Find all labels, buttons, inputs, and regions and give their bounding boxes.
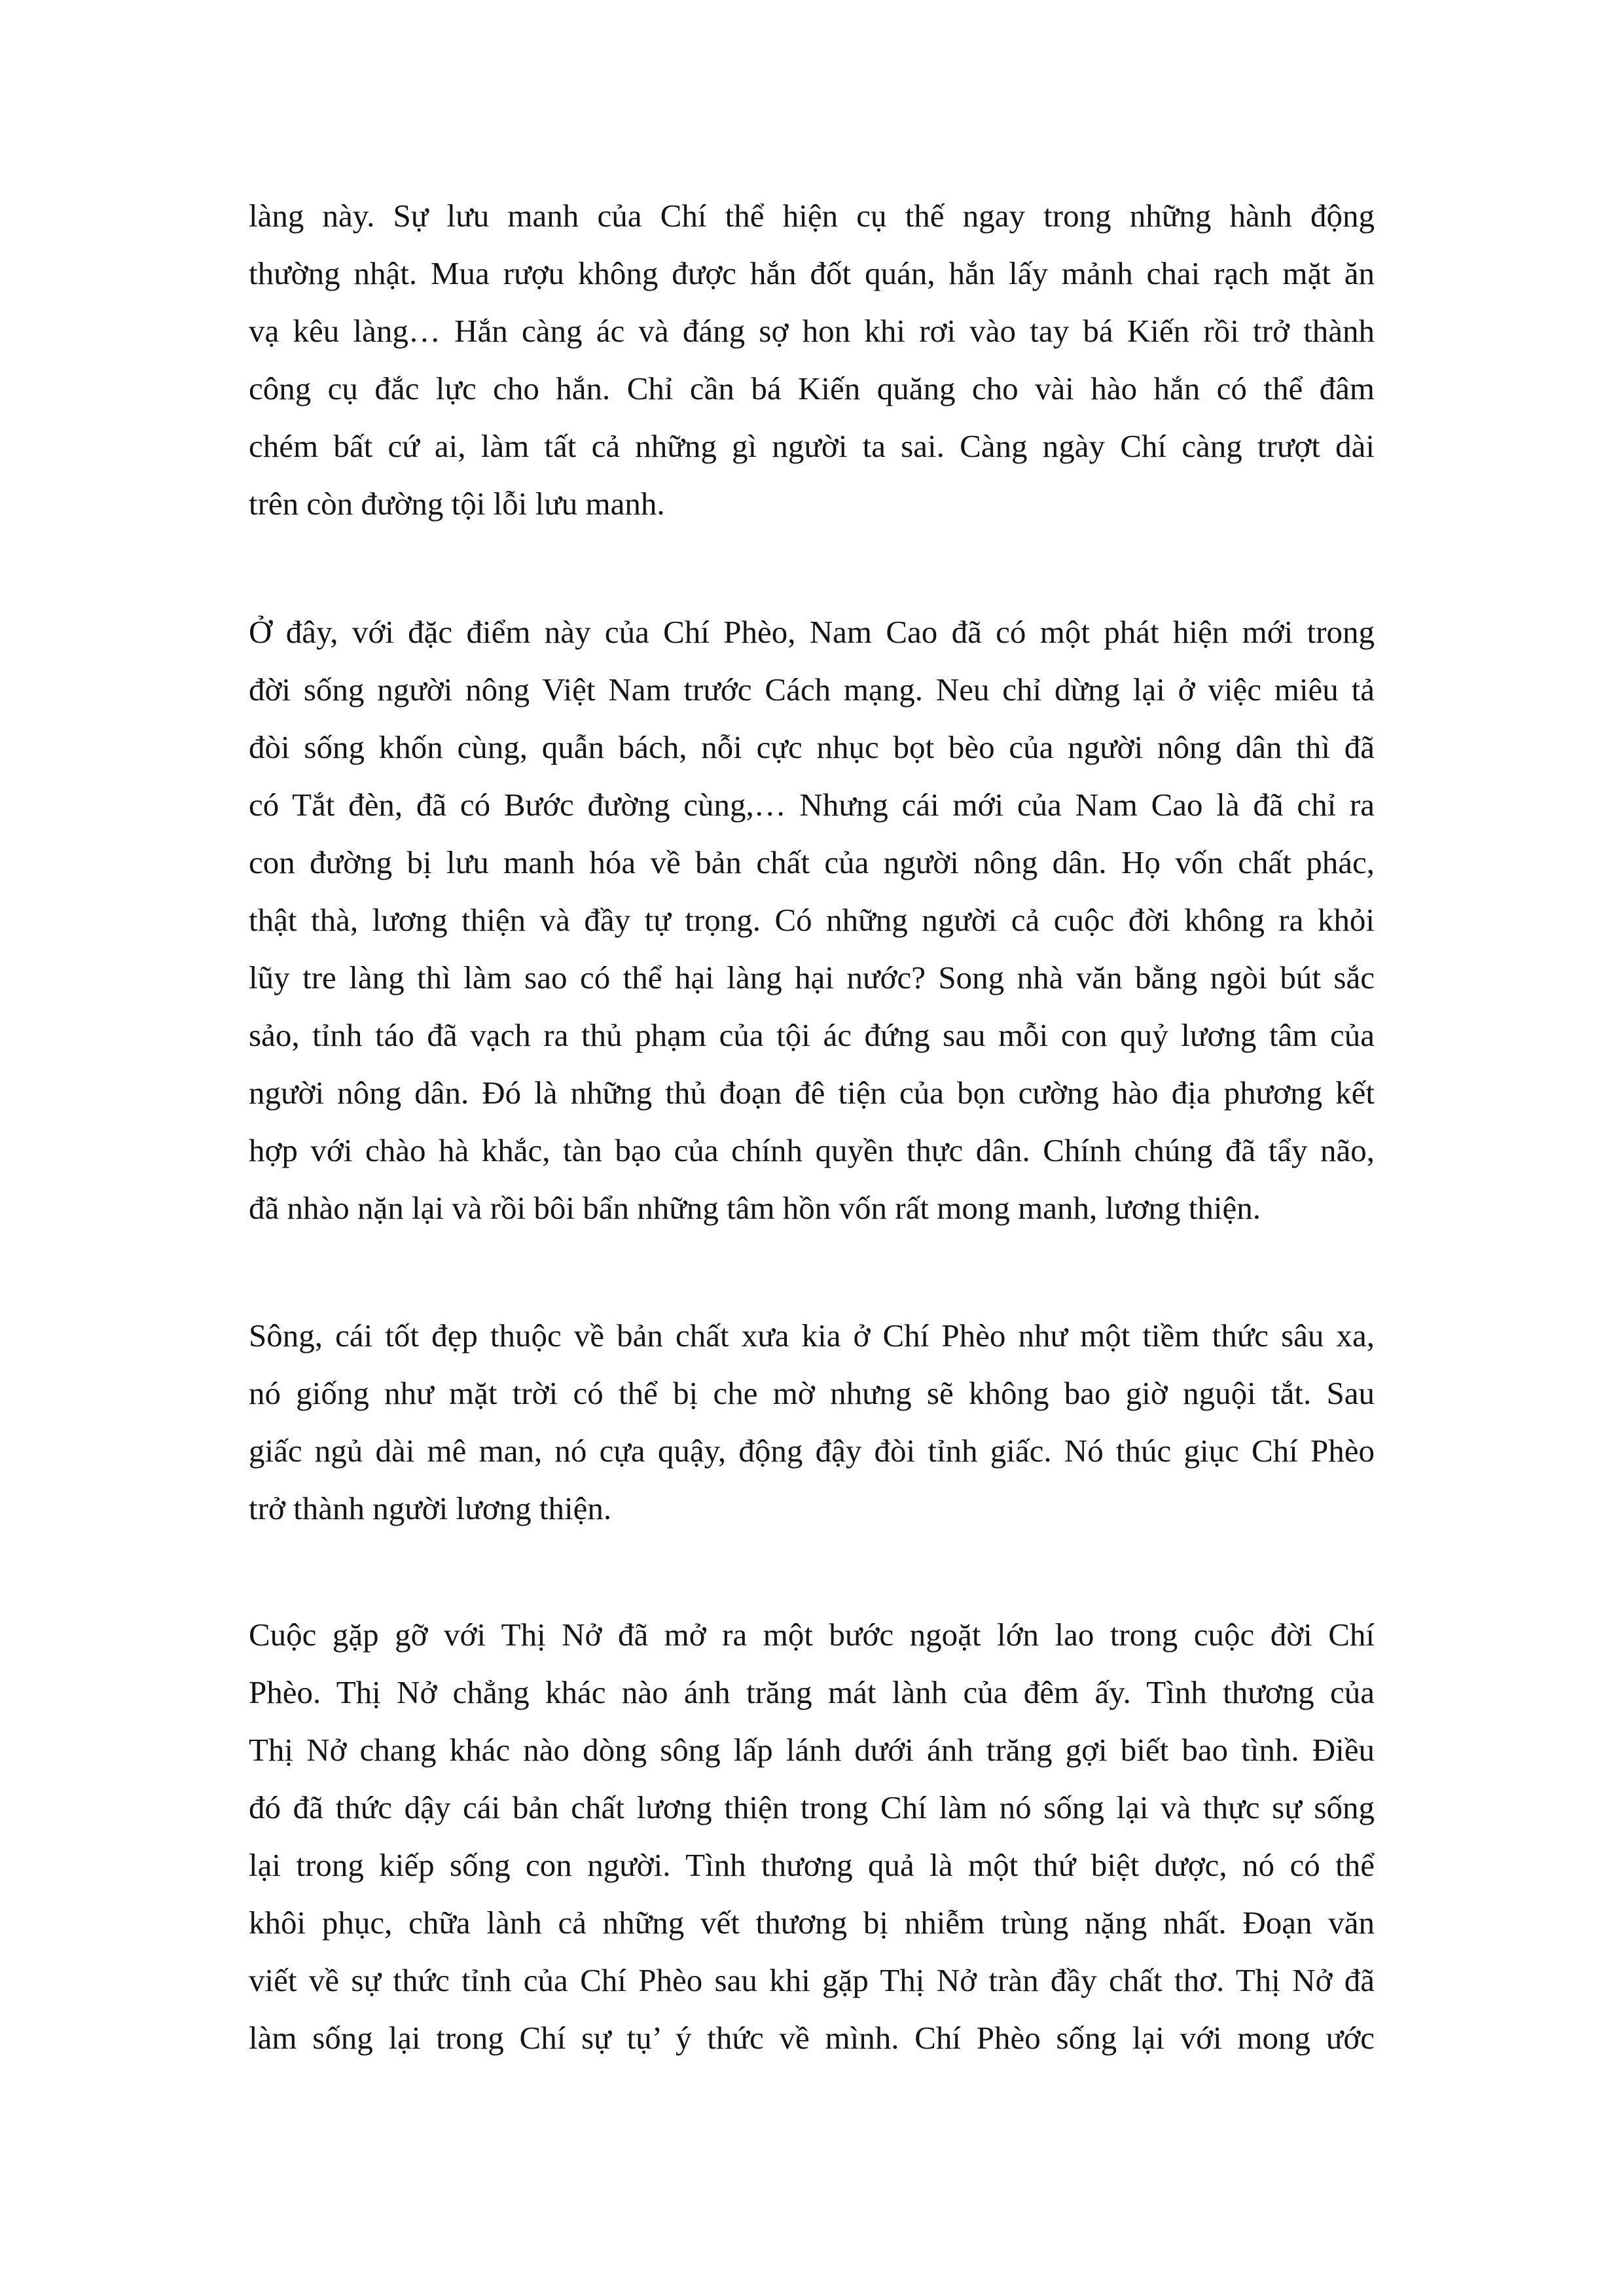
text-line: lũy tre làng thì làm sao có thể hại làng hại nước? Song nhà văn bằng ngòi bút sắc [249, 960, 1375, 996]
text-line: công cụ đắc lực cho hắn. Chỉ cần bá Kiến quăng cho vài hào hắn có thể đâm [249, 370, 1375, 406]
text-line: đó đã thức dậy cái bản chất lương thiện trong Chí làm nó sống lại và thực sự sống [249, 1789, 1375, 1825]
text-line: làng này. Sự lưu manh của Chí thể hiện cụ thế ngay trong những hành động [249, 198, 1375, 234]
text-line: đòi sống khốn cùng, quẫn bách, nỗi cực nhục bọt bèo của người nông dân thì đã [249, 729, 1375, 765]
text-line: Phèo. Thị Nở chẳng khác nào ánh trăng mát lành của đêm ấy. Tình thương của [249, 1674, 1375, 1710]
paragraph-1 [249, 187, 1375, 533]
text-line: đời sống người nông Việt Nam trước Cách mạng. Neu chỉ dừng lại ở việc miêu tả [249, 672, 1375, 708]
text-line: hợp với chào hà khắc, tàn bạo của chính quyền thực dân. Chính chúng đã tẩy não, [249, 1132, 1375, 1168]
text-line: người nông dân. Đó là những thủ đoạn đê tiện của bọn cường hào địa phương kết [249, 1075, 1375, 1111]
text-line: nó giống như mặt trời có thể bị che mờ nhưng sẽ không bao giờ nguội tắt. Sau [249, 1375, 1375, 1411]
text-line: trở thành người lương thiện. [249, 1490, 612, 1526]
text-line: vạ kêu làng… Hắn càng ác và đáng sợ hon khi rơi vào tay bá Kiến rồi trở thành [249, 313, 1375, 349]
text-line: Cuộc gặp gỡ với Thị Nở đã mở ra một bước ngoặt lớn lao trong cuộc đời Chí [249, 1617, 1375, 1653]
text-line: khôi phục, chữa lành cả những vết thương bị nhiễm trùng nặng nhất. Đoạn văn [249, 1905, 1375, 1941]
paragraph-2 [249, 603, 1375, 1237]
text-line: lại trong kiếp sống con người. Tình thương quả là một thứ biệt dược, nó có thể [249, 1847, 1375, 1883]
text-line: Sông, cái tốt đẹp thuộc về bản chất xưa kia ở Chí Phèo như một tiềm thức sâu xa, [249, 1318, 1375, 1354]
text-line: đã nhào nặn lại và rồi bôi bẩn những tâm hồn vốn rất mong manh, lương thiện. [249, 1190, 1261, 1226]
text-line: con đường bị lưu manh hóa về bản chất của người nông dân. Họ vốn chất phác, [249, 844, 1375, 880]
text-line: Thị Nở chang khác nào dòng sông lấp lánh dưới ánh trăng gợi biết bao tình. Điều [249, 1732, 1375, 1768]
text-line: chém bất cứ ai, làm tất cả những gì người ta sai. Càng ngày Chí càng trượt dài [249, 428, 1375, 464]
text-line: thường nhật. Mua rượu không được hắn đốt quán, hắn lấy mảnh chai rạch mặt ăn [249, 255, 1375, 291]
text-line: thật thà, lương thiện và đầy tự trọng. Có những người cả cuộc đời không ra khỏi [249, 902, 1375, 938]
paragraph-4 [249, 1606, 1375, 2067]
text-line: trên còn đường tội lỗi lưu manh. [249, 486, 665, 522]
paragraph-3 [249, 1307, 1375, 1537]
text-line: Ở đây, với đặc điểm này của Chí Phèo, Nam Cao đã có một phát hiện mới trong [249, 614, 1375, 650]
text-line: sảo, tỉnh táo đã vạch ra thủ phạm của tội ác đứng sau mỗi con quỷ lương tâm của [249, 1017, 1375, 1053]
text-line: làm sống lại trong Chí sự tụ’ ý thức về mình. Chí Phèo sống lại với mong ước [249, 2020, 1375, 2056]
text-line: viết về sự thức tỉnh của Chí Phèo sau khi gặp Thị Nở tràn đầy chất thơ. Thị Nở đã [249, 1962, 1375, 1998]
text-line: giấc ngủ dài mê man, nó cựa quậy, động đậy đòi tỉnh giấc. Nó thúc giục Chí Phèo [249, 1433, 1375, 1469]
text-line: có Tắt đèn, đã có Bước đường cùng,… Nhưng cái mới của Nam Cao là đã chỉ ra [249, 787, 1375, 823]
